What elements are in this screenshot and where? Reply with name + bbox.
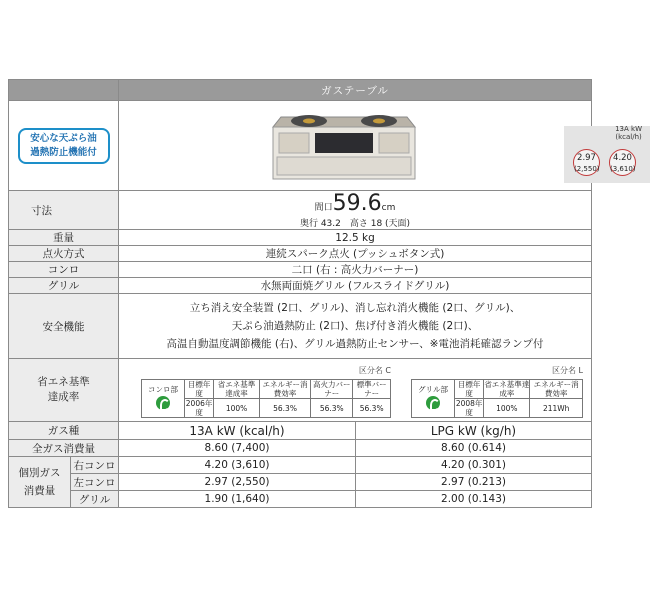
label-size: 寸法 xyxy=(31,204,52,217)
table-row: 左コンロ 2.97 (2,550) 2.97 (0.213) xyxy=(9,474,592,491)
label-individual: 個別ガス 消費量 xyxy=(9,457,71,508)
header-lpg: LPG kW (kg/h) xyxy=(356,422,592,440)
value-ignition: 連続スパーク点火 (プッシュボタン式) xyxy=(119,246,592,262)
value-grill: 水無両面焼グリル (フルスライドグリル) xyxy=(119,278,592,294)
gas-stove-image xyxy=(269,107,419,187)
label-energy: 省エネ基準 達成率 xyxy=(9,359,119,422)
feature-badge: 安心な天ぷら油 過熱防止機能付 xyxy=(18,128,110,164)
spec-table xyxy=(8,79,642,508)
row-safety xyxy=(9,294,592,359)
row-ignition xyxy=(9,246,592,262)
value-weight: 12.5 kg xyxy=(119,230,592,246)
right-burner-rating: 4.20 (3,610) xyxy=(609,149,636,176)
row-grill xyxy=(9,278,592,294)
stove-energy-badge: コンロ部 xyxy=(142,380,185,418)
label-gas-type: ガス種 xyxy=(9,422,119,440)
value-burner: 二口 (右 : 高火力バーナー) xyxy=(119,262,592,278)
page-title: ガステーブル xyxy=(119,80,592,101)
value-safety: 立ち消え安全装置 (2口、グリル)、消し忘れ消火機能 (2口、グリル)、 天ぷら油過熱防止 (2口)、焦げ付き消火機能 (2口)、 高温自動温度調節機能 (右)、グリル過熱防止センサー、※電池消耗確認ランプ付 xyxy=(119,294,592,359)
heat-rating-badge: 13A kW (kcal/h) 2.97 (2,550) 4.20 (3,610) xyxy=(564,126,650,183)
label-total: 全ガス消費量 xyxy=(9,440,119,457)
row-gas-type xyxy=(9,422,592,440)
spec-sheet xyxy=(8,79,642,587)
label-weight: 重量 xyxy=(9,230,119,246)
label-ignition: 点火方式 xyxy=(9,246,119,262)
grill-energy-badge: グリル部 xyxy=(412,380,455,418)
label-safety: 安全機能 xyxy=(9,294,119,359)
product-row xyxy=(9,101,592,191)
header-row xyxy=(9,80,592,101)
row-energy xyxy=(9,359,592,422)
product-image-cell xyxy=(119,101,642,191)
row-weight xyxy=(9,230,592,246)
row-burner xyxy=(9,262,592,278)
row-size: 寸法 間口59.6cm 奥行 43.2 高さ 18 (天面) xyxy=(9,191,592,230)
table-row: グリル 1.90 (1,640) 2.00 (0.143) xyxy=(9,491,592,508)
eco-leaf-icon xyxy=(426,396,440,410)
table-row: 個別ガス 消費量 右コンロ 4.20 (3,610) 4.20 (0.301) xyxy=(9,457,592,474)
header-13a: 13A kW (kcal/h) xyxy=(119,422,356,440)
energy-cell: 区分名 C コンロ部 目標年度 省エネ基準達成率 エネルギー消費効率 高火力バーナー 標準バーナー 2006年度 100% 56.3% 56.3% 56.3% 区分名 L グリル部 目標年度 省エネ基準達成率 エネルギー消費効率 2008年度 100% 211Wh xyxy=(119,359,592,422)
label-grill: グリル xyxy=(9,278,119,294)
eco-leaf-icon xyxy=(156,396,170,410)
size-detail: 奥行 43.2 高さ 18 (天面) xyxy=(299,219,411,229)
left-burner-rating: 2.97 (2,550) xyxy=(573,149,600,176)
frontage-value: 59.6 xyxy=(332,191,382,216)
row-total-consumption: 全ガス消費量 8.60 (7,400) 8.60 (0.614) xyxy=(9,440,592,457)
label-burner: コンロ xyxy=(9,262,119,278)
